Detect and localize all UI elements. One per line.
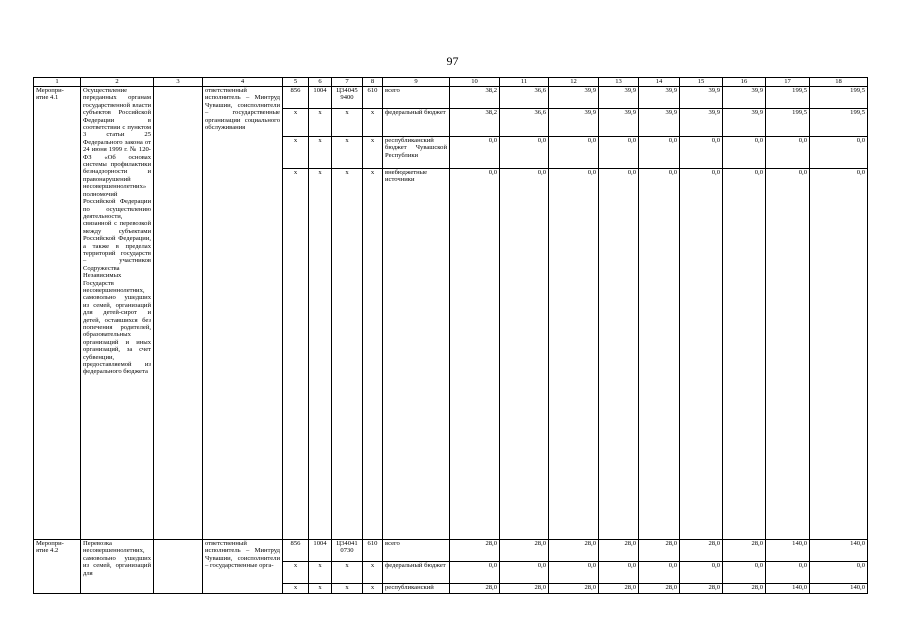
rzpr-code: x (309, 562, 332, 584)
amount-cell: 28,0 (549, 540, 599, 562)
amount-cell: 38,2 (450, 109, 500, 137)
column-number: 1 (34, 78, 81, 87)
funding-source: республиканский бюджет Чувашской Республики (383, 137, 450, 169)
amount-cell: 28,0 (450, 584, 500, 594)
amount-cell: 0,0 (723, 169, 766, 540)
amount-cell: 39,9 (639, 87, 680, 109)
column-number: 9 (383, 78, 450, 87)
amount-cell: 0,0 (680, 562, 723, 584)
vr-code: x (363, 169, 383, 540)
amount-cell: 39,9 (639, 109, 680, 137)
amount-cell: 0,0 (810, 562, 868, 584)
funding-source: внебюджетные источники (383, 169, 450, 540)
amount-cell: 39,9 (680, 87, 723, 109)
column-number: 14 (639, 78, 680, 87)
amount-cell: 28,0 (549, 584, 599, 594)
column-number: 5 (283, 78, 309, 87)
amount-cell: 28,0 (500, 584, 549, 594)
vr-code: x (363, 109, 383, 137)
amount-cell: 0,0 (766, 169, 810, 540)
amount-cell: 140,0 (810, 540, 868, 562)
funding-source: республиканский (383, 584, 450, 594)
amount-cell: 36,6 (500, 87, 549, 109)
amount-cell: 0,0 (549, 562, 599, 584)
column-number: 17 (766, 78, 810, 87)
amount-cell: 0,0 (766, 562, 810, 584)
grbs-code: x (283, 169, 309, 540)
funding-source: федеральный бюджет (383, 562, 450, 584)
amount-cell: 36,6 (500, 109, 549, 137)
amount-cell: 199,5 (810, 87, 868, 109)
amount-cell: 38,2 (450, 87, 500, 109)
amount-cell: 0,0 (639, 169, 680, 540)
amount-cell: 0,0 (680, 137, 723, 169)
vr-code: x (363, 137, 383, 169)
amount-cell: 39,9 (680, 109, 723, 137)
column-number: 15 (680, 78, 723, 87)
vr-code: x (363, 562, 383, 584)
amount-cell: 39,9 (599, 87, 639, 109)
amount-cell: 0,0 (639, 137, 680, 169)
event-executor: ответственный исполнитель – Минтруд Чувашии, соисполнители – государственные организации социального обслуживания (203, 87, 283, 540)
amount-cell: 0,0 (680, 169, 723, 540)
amount-cell: 28,0 (599, 540, 639, 562)
amount-cell: 28,0 (680, 584, 723, 594)
amount-cell: 0,0 (500, 562, 549, 584)
column-number: 7 (332, 78, 363, 87)
csr-code: x (332, 169, 363, 540)
rzpr-code: 1004 (309, 540, 332, 562)
amount-cell: 0,0 (450, 562, 500, 584)
csr-code: x (332, 137, 363, 169)
amount-cell: 0,0 (549, 137, 599, 169)
amount-cell: 28,0 (723, 584, 766, 594)
grbs-code: x (283, 562, 309, 584)
amount-cell: 39,9 (599, 109, 639, 137)
amount-cell: 0,0 (500, 169, 549, 540)
empty-cell (154, 87, 203, 540)
amount-cell: 39,9 (549, 87, 599, 109)
program-table (33, 77, 868, 594)
column-number: 18 (810, 78, 868, 87)
csr-code: x (332, 562, 363, 584)
amount-cell: 39,9 (723, 87, 766, 109)
amount-cell: 39,9 (723, 109, 766, 137)
funding-source: федеральный бюджет (383, 109, 450, 137)
amount-cell: 28,0 (599, 584, 639, 594)
amount-cell: 0,0 (766, 137, 810, 169)
grbs-code: x (283, 137, 309, 169)
header-row (34, 78, 868, 87)
amount-cell: 0,0 (549, 169, 599, 540)
csr-code: Ц34041 0730 (332, 540, 363, 562)
grbs-code: 856 (283, 87, 309, 109)
amount-cell: 0,0 (500, 137, 549, 169)
column-number: 4 (203, 78, 283, 87)
column-number: 11 (500, 78, 549, 87)
csr-code: x (332, 109, 363, 137)
empty-cell (154, 540, 203, 594)
amount-cell: 28,0 (450, 540, 500, 562)
amount-cell: 39,9 (549, 109, 599, 137)
rzpr-code: x (309, 137, 332, 169)
rzpr-code: 1004 (309, 87, 332, 109)
grbs-code: 856 (283, 540, 309, 562)
table-row (34, 87, 868, 109)
amount-cell: 140,0 (766, 584, 810, 594)
amount-cell: 28,0 (723, 540, 766, 562)
amount-cell: 0,0 (599, 137, 639, 169)
amount-cell: 0,0 (450, 137, 500, 169)
rzpr-code: x (309, 584, 332, 594)
csr-code: x (332, 584, 363, 594)
amount-cell: 0,0 (723, 137, 766, 169)
event-executor: ответственный исполнитель – Минтруд Чувашии, соисполнители – государственные орга- (203, 540, 283, 594)
column-number: 6 (309, 78, 332, 87)
amount-cell: 28,0 (639, 540, 680, 562)
amount-cell: 0,0 (639, 562, 680, 584)
amount-cell: 0,0 (450, 169, 500, 540)
column-number: 2 (81, 78, 154, 87)
amount-cell: 0,0 (599, 169, 639, 540)
page-number: 97 (446, 54, 459, 68)
grbs-code: x (283, 109, 309, 137)
table-row (34, 540, 868, 562)
funding-source: всего (383, 540, 450, 562)
event-label: Меропри- ятие 4.1 (34, 87, 81, 540)
csr-code: Ц34045 9400 (332, 87, 363, 109)
column-number: 12 (549, 78, 599, 87)
column-number: 3 (154, 78, 203, 87)
vr-code: 610 (363, 540, 383, 562)
amount-cell: 199,5 (766, 109, 810, 137)
amount-cell: 0,0 (810, 169, 868, 540)
event-description: Осуществление переданных органам государственной власти субъектов Российской Федерации в соответствии с пунктом 3 статьи 25 Федерального закона от 24 июня 1999 г. № 120-ФЗ «Об основах системы профилактики безнадзорности и правонарушений несовершеннолетних» полномочий Российской Федерации по осуществлению деятельности, связанной с перевозкой между субъектами Российской Федерации, а также в пределах территорий государств – участников Содружества Независимых Государств несовершеннолетних, самовольно ушедших из семей, организаций для детей-сирот и детей, оставшихся без попечения родителей, образовательных организаций и иных организаций, за счет субвенции, предоставляемой из федерального бюджета (81, 87, 154, 540)
amount-cell: 28,0 (639, 584, 680, 594)
event-description: Перевозка несовершеннолетних, самовольно ушедших из семей, организаций для (81, 540, 154, 594)
amount-cell: 0,0 (723, 562, 766, 584)
grbs-code: x (283, 584, 309, 594)
vr-code: 610 (363, 87, 383, 109)
amount-cell: 140,0 (810, 584, 868, 594)
amount-cell: 0,0 (810, 137, 868, 169)
event-label: Меропри- ятие 4.2 (34, 540, 81, 594)
funding-source: всего (383, 87, 450, 109)
amount-cell: 140,0 (766, 540, 810, 562)
amount-cell: 28,0 (680, 540, 723, 562)
amount-cell: 0,0 (599, 562, 639, 584)
column-number: 13 (599, 78, 639, 87)
column-number: 16 (723, 78, 766, 87)
rzpr-code: x (309, 109, 332, 137)
rzpr-code: x (309, 169, 332, 540)
vr-code: x (363, 584, 383, 594)
column-number: 8 (363, 78, 383, 87)
amount-cell: 199,5 (810, 109, 868, 137)
amount-cell: 199,5 (766, 87, 810, 109)
column-number: 10 (450, 78, 500, 87)
amount-cell: 28,0 (500, 540, 549, 562)
